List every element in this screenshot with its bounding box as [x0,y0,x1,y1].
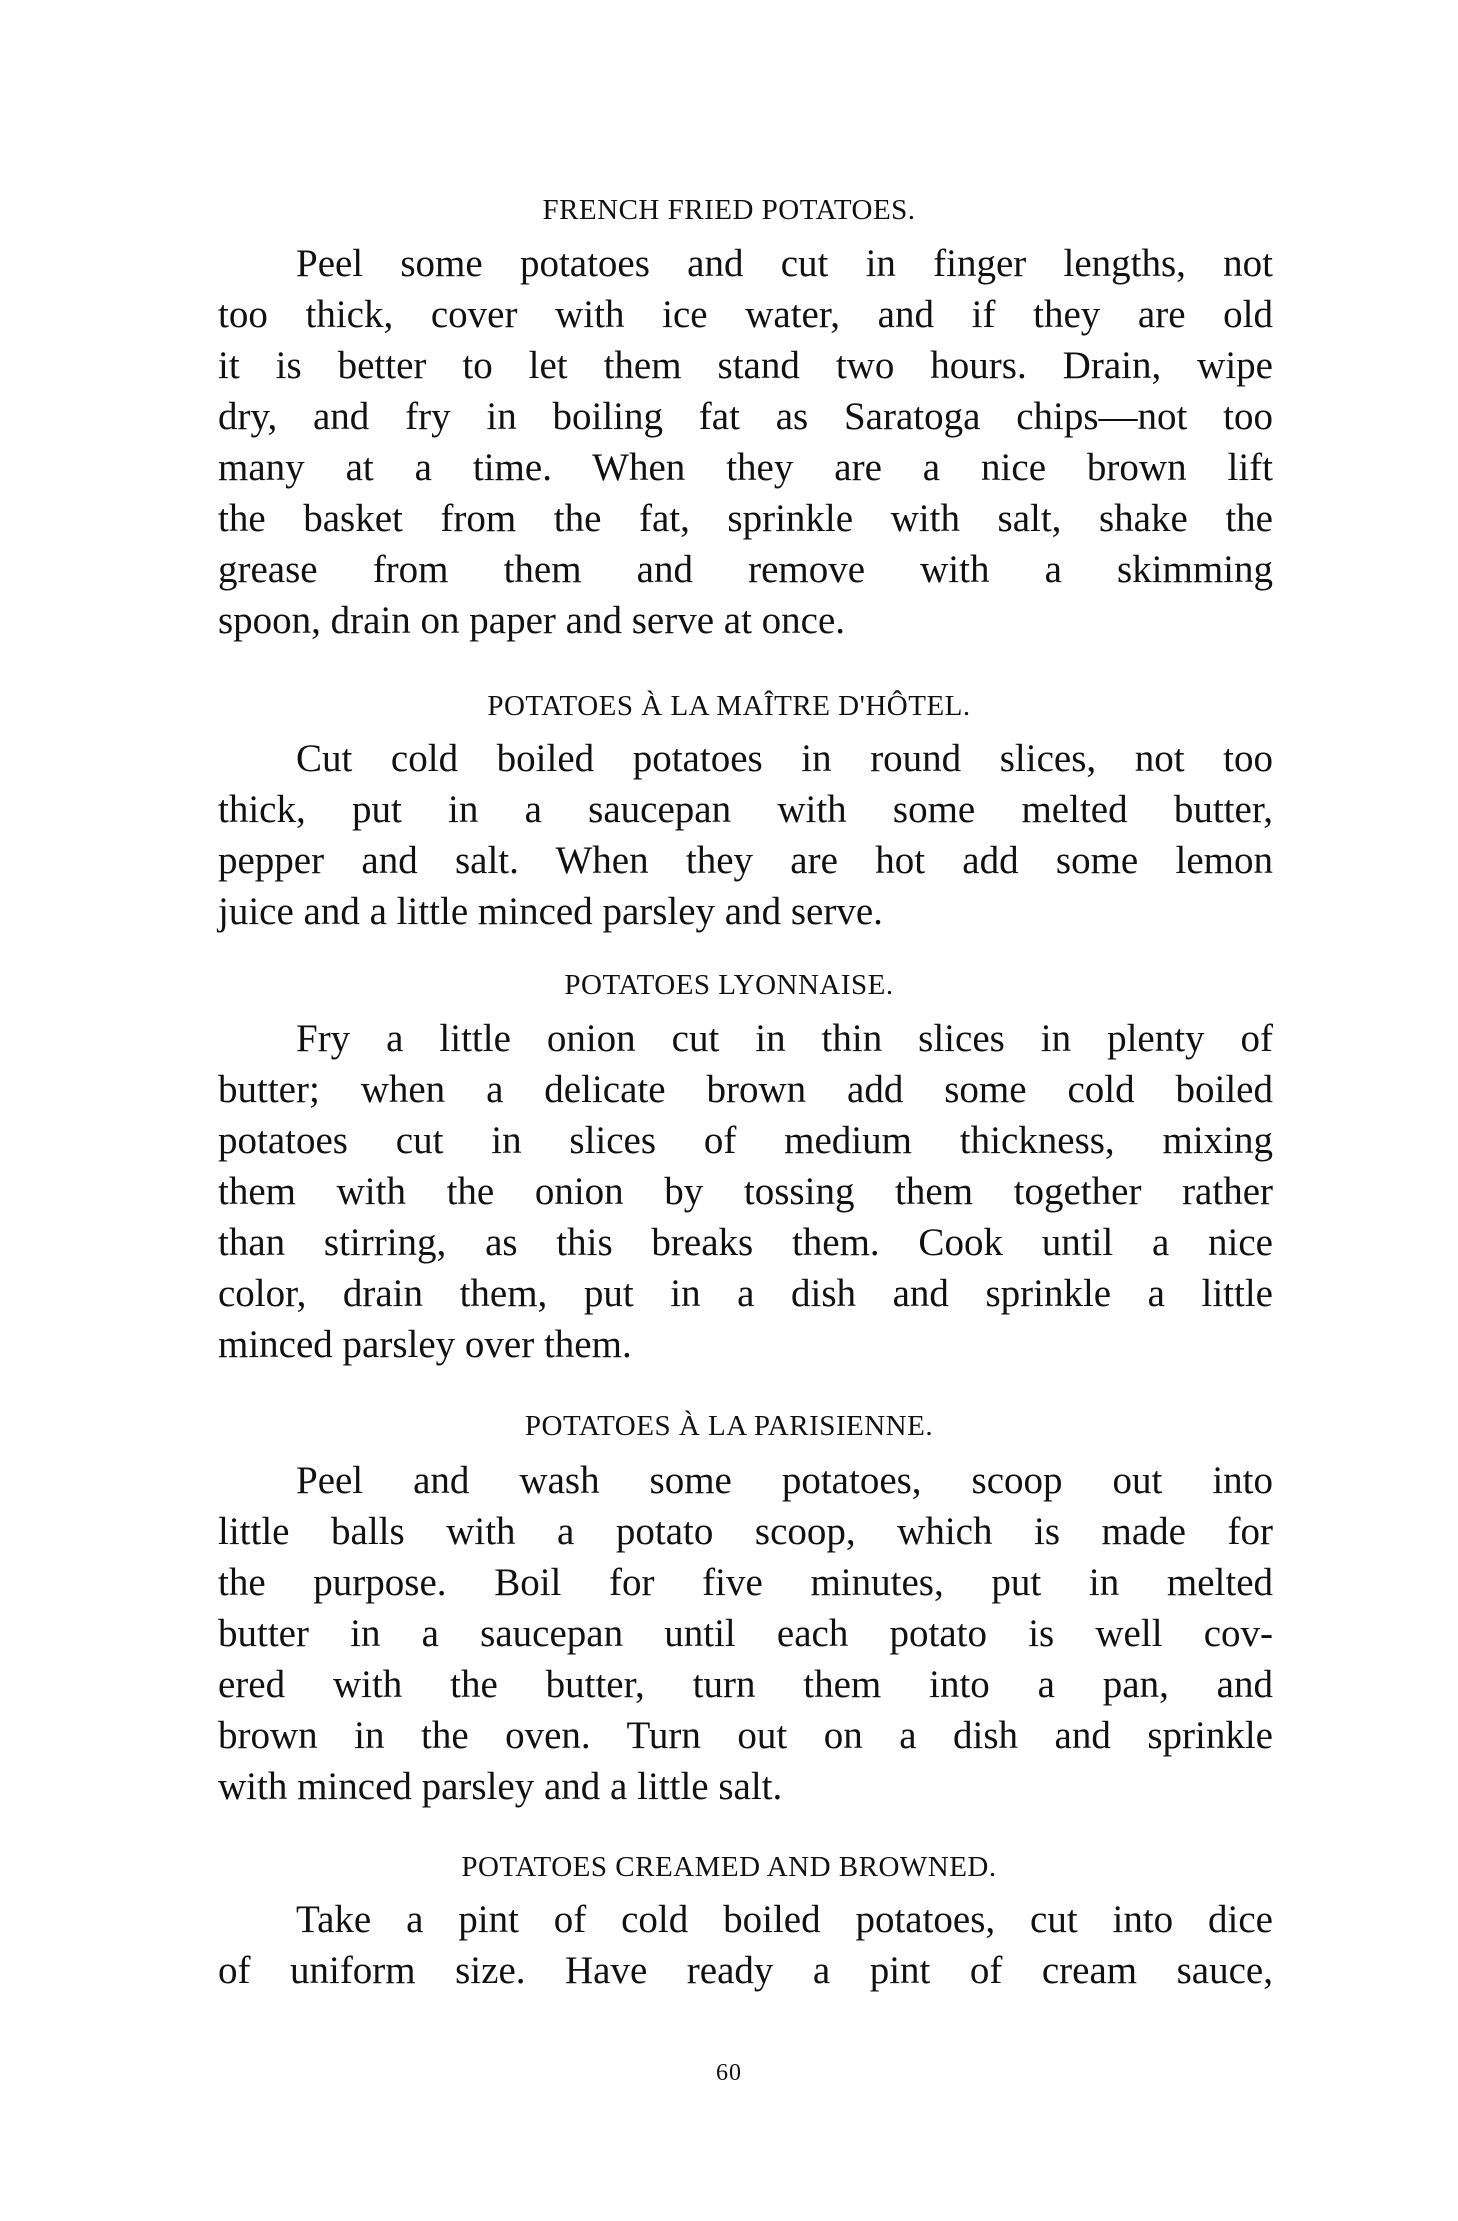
section-body-french-fried-potatoes [218,238,1273,646]
body-line: the basket from the fat, sprinkle with salt, shake the [218,497,1273,540]
section-heading-creamed-and-browned: POTATOES CREAMED AND BROWNED. [461,1851,997,1883]
body-line: thick, put in a saucepan with some melted butter, [218,788,1273,831]
body-line: little balls with a potato scoop, which is made for [218,1510,1273,1553]
body-line: butter; when a delicate brown add some cold boiled [218,1068,1273,1111]
body-line: spoon, drain on paper and serve at once. [218,599,846,642]
section-body-creamed-and-browned [218,1894,1273,1996]
body-line: Peel some potatoes and cut in finger lengths, not [296,242,1273,285]
section-heading-french-fried-potatoes: FRENCH FRIED POTATOES. [542,194,916,226]
body-line: Peel and wash some potatoes, scoop out into [296,1459,1273,1502]
body-line: Fry a little onion cut in thin slices in plenty of [296,1017,1273,1060]
page-number: 60 [716,2060,742,2086]
body-line: ered with the butter, turn them into a pan, and [218,1663,1273,1706]
body-line: minced parsley over them. [218,1323,632,1366]
section-body-maitre-d-hotel [218,733,1273,937]
body-line: color, drain them, put in a dish and sprinkle a little [218,1272,1273,1315]
body-line: the purpose. Boil for five minutes, put in melted [218,1561,1273,1604]
body-line: of uniform size. Have ready a pint of cream sauce, [218,1949,1273,1992]
body-line: Cut cold boiled potatoes in round slices, not too [296,737,1273,780]
body-line: juice and a little minced parsley and serve. [218,890,883,933]
body-line: grease from them and remove with a skimming [218,548,1273,591]
section-body-lyonnaise [218,1013,1273,1370]
section-heading-parisienne: POTATOES À LA PARISIENNE. [524,1410,934,1442]
body-line: it is better to let them stand two hours. Drain, wipe [218,344,1273,387]
section-heading-lyonnaise: POTATOES LYONNAISE. [564,969,894,1001]
body-line: dry, and fry in boiling fat as Saratoga chips—not too [218,395,1273,438]
body-line: them with the onion by tossing them together rather [218,1170,1273,1213]
body-line: Take a pint of cold boiled potatoes, cut into dice [296,1898,1273,1941]
body-line: potatoes cut in slices of medium thickness, mixing [218,1119,1273,1162]
section-heading-maitre-d-hotel: POTATOES À LA MAÎTRE D'HÔTEL. [487,690,971,722]
section-body-parisienne [218,1455,1273,1812]
body-line: many at a time. When they are a nice brown lift [218,446,1273,489]
body-line: pepper and salt. When they are hot add some lemon [218,839,1273,882]
body-line: brown in the oven. Turn out on a dish and sprinkle [218,1714,1273,1757]
body-line: than stirring, as this breaks them. Cook until a nice [218,1221,1273,1264]
body-line: with minced parsley and a little salt. [218,1765,783,1808]
body-line: too thick, cover with ice water, and if they are old [218,293,1273,336]
body-line: butter in a saucepan until each potato is well cov- [218,1612,1273,1655]
